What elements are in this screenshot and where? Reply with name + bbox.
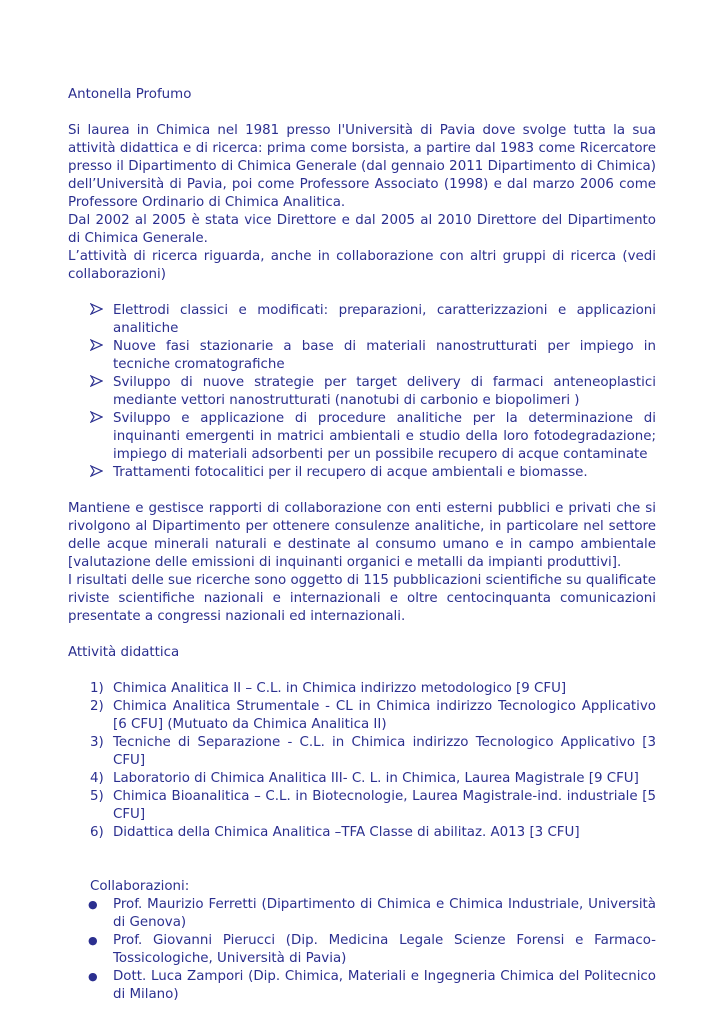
- list-item: [68, 932, 656, 968]
- consulting-paragraph: Mantiene e gestisce rapporti di collaborazione con enti esterni pubblici e privati che si rivolgono al Dipartimento per ottenere consulenze analitiche, in particolare nel settore delle acque minerali naturali e destinate al consumo umano e in campo ambientale [valutazione delle emissioni di inquinanti organici e metalli da impianti produttivi].: [68, 501, 656, 570]
- course-text: Tecniche di Separazione - C.L. in Chimica indirizzo Tecnologico Applicativo [3 CFU]: [113, 735, 656, 768]
- teaching-list: [68, 680, 656, 842]
- collaborator-text: Dott. Luca Zampori (Dip. Chimica, Materiali e Ingegneria Chimica del Politecnico di Milano): [113, 969, 656, 1002]
- collaborations-heading: Collaborazioni:: [90, 879, 190, 894]
- course-text: Didattica della Chimica Analitica –TFA Classe di abilitaz. A013 [3 CFU]: [113, 825, 580, 840]
- bio-paragraph: Dal 2002 al 2005 è stata vice Direttore e dal 2005 al 2010 Direttore del Dipartimento di Chimica Generale.: [68, 213, 656, 246]
- research-topic-text: Sviluppo e applicazione di procedure analitiche per la determinazione di inquinanti emergenti in matrici ambientali e studio della loro fotodegradazione; impiego di materiali adsorbenti per un possibile recupero di acque contaminate: [113, 411, 656, 462]
- course-text: Chimica Analitica II – C.L. in Chimica indirizzo metodologico [9 CFU]: [113, 681, 567, 696]
- collaborator-text: Prof. Giovanni Pierucci (Dip. Medicina Legale Scienze Forensi e Farmaco-Tossicologiche, Università di Pavia): [113, 933, 656, 966]
- course-text: Laboratorio di Chimica Analitica III- C. L. in Chimica, Laurea Magistrale [9 CFU]: [113, 771, 639, 786]
- course-text: Chimica Bioanalitica – C.L. in Biotecnologie, Laurea Magistrale-ind. industriale [5 CFU]: [113, 789, 656, 822]
- research-topic-text: Elettrodi classici e modificati: preparazioni, caratterizzazioni e applicazioni analitiche: [113, 303, 656, 336]
- collaborator-text: Prof. Maurizio Ferretti (Dipartimento di Chimica e Chimica Industriale, Università di Genova): [113, 897, 656, 930]
- arrowhead-icon: [90, 464, 103, 482]
- consulting-section: [68, 500, 656, 626]
- research-topic-text: Nuove fasi stazionarie a base di materiali nanostrutturati per impiego in tecniche cromatografiche: [113, 339, 656, 372]
- item-number: 3): [90, 735, 104, 750]
- bio-section: [68, 122, 656, 284]
- list-item: [68, 770, 656, 788]
- list-item: [68, 896, 656, 932]
- author-name: Antonella Profumo: [68, 87, 192, 102]
- arrowhead-icon: [90, 338, 103, 356]
- bullet-dot-icon: ●: [88, 898, 98, 911]
- arrowhead-icon: [90, 302, 103, 320]
- collaborations-list: [68, 896, 656, 1004]
- list-item: [68, 734, 656, 770]
- arrowhead-icon: [90, 374, 103, 392]
- list-item: [68, 680, 656, 698]
- bullet-dot-icon: ●: [88, 934, 98, 947]
- list-item: [68, 788, 656, 824]
- research-topic-text: Trattamenti fotocalitici per il recupero di acque ambientali e biomasse.: [113, 465, 588, 480]
- research-topics-list: [68, 302, 656, 482]
- teaching-heading: Attività didattica: [68, 645, 180, 660]
- course-text: Chimica Analitica Strumentale - CL in Chimica indirizzo Tecnologico Applicativo [6 CFU] (Mutuato da Chimica Analitica II): [113, 699, 656, 732]
- bullet-dot-icon: ●: [88, 970, 98, 983]
- list-item: [68, 410, 656, 464]
- list-item: [68, 968, 656, 1004]
- item-number: 2): [90, 699, 104, 714]
- publications-paragraph: I risultati delle sue ricerche sono oggetto di 115 pubblicazioni scientifiche su qualificate riviste scientifiche nazionali e internazionali e oltre centocinquanta comunicazioni presentate a congressi nazionali ed internazionali.: [68, 573, 656, 624]
- item-number: 5): [90, 789, 104, 804]
- list-item: [68, 464, 656, 482]
- list-item: [68, 338, 656, 374]
- bio-paragraph: L’attività di ricerca riguarda, anche in collaborazione con altri gruppi di ricerca (vedi collaborazioni): [68, 249, 656, 282]
- arrowhead-icon: [90, 410, 103, 428]
- document-page: [68, 86, 656, 1004]
- research-topic-text: Sviluppo di nuove strategie per target delivery di farmaci anteneoplastici mediante vettori nanostrutturati (nanotubi di carbonio e biopolimeri ): [113, 375, 656, 408]
- bio-paragraph: Si laurea in Chimica nel 1981 presso l'Università di Pavia dove svolge tutta la sua attività didattica e di ricerca: prima come borsista, a partire dal 1983 come Ricercatore presso il Dipartimento di Chimica Generale (dal gennaio 2011 Dipartimento di Chimica) dell’Università di Pavia, poi come Professore Associato (1998) e dal marzo 2006 come Professore Ordinario di Chimica Analitica.: [68, 123, 656, 210]
- item-number: 1): [90, 681, 104, 696]
- list-item: [68, 302, 656, 338]
- list-item: [68, 698, 656, 734]
- list-item: [68, 824, 656, 842]
- item-number: 4): [90, 771, 104, 786]
- item-number: 6): [90, 825, 104, 840]
- list-item: [68, 374, 656, 410]
